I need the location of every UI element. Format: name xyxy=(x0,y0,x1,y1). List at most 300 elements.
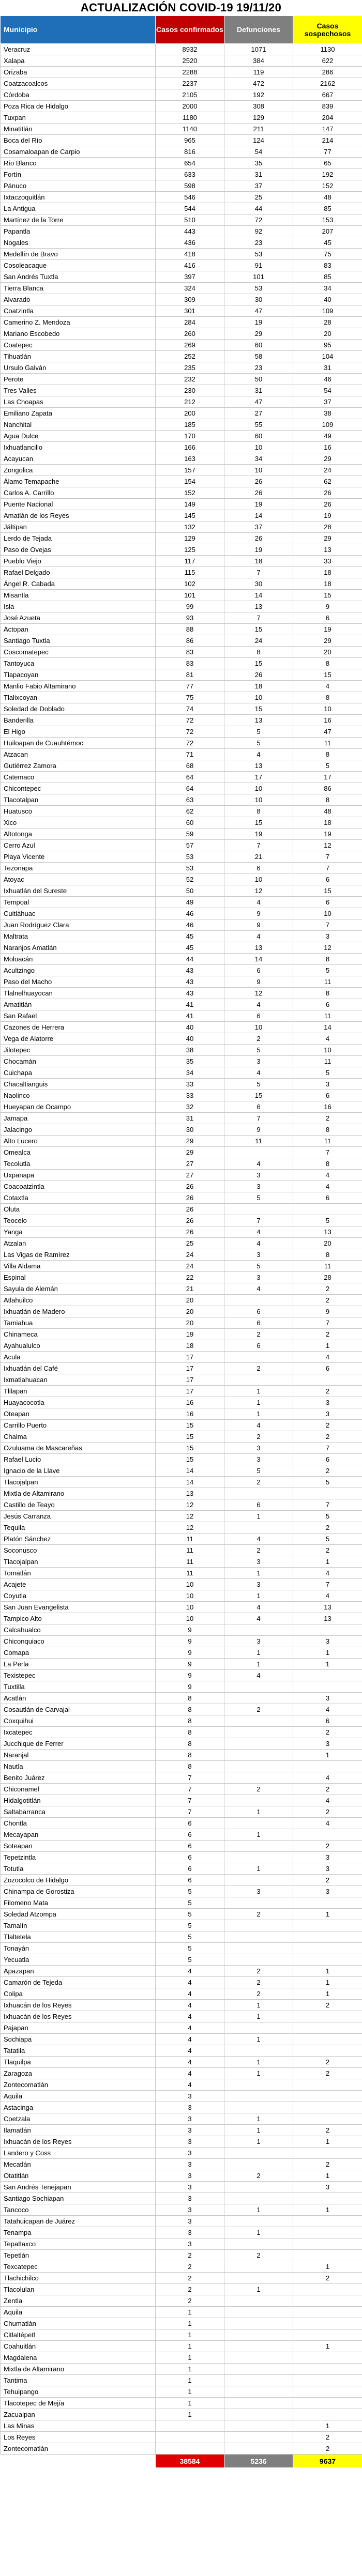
table-row xyxy=(1,1226,362,1238)
municipio-cell: Tres Valles xyxy=(1,385,156,396)
defunciones-cell: 119 xyxy=(224,67,293,78)
table-row xyxy=(1,396,362,408)
sospechosos-cell: 2 xyxy=(293,2432,362,2443)
sospechosos-cell: 4 xyxy=(293,1704,362,1715)
confirmados-cell: 9 xyxy=(156,1681,224,1693)
sospechosos-cell: 4 xyxy=(293,1181,362,1192)
municipio-cell: Oteapan xyxy=(1,1408,156,1420)
table-row xyxy=(1,1158,362,1170)
confirmados-cell: 8 xyxy=(156,1727,224,1738)
municipio-cell: Acultzingo xyxy=(1,965,156,976)
defunciones-cell: 10 xyxy=(224,465,293,476)
table-row xyxy=(1,305,362,317)
table-row xyxy=(1,897,362,908)
table-row xyxy=(1,2113,362,2125)
municipio-cell: Nogales xyxy=(1,237,156,249)
municipio-cell: Isla xyxy=(1,601,156,612)
sospechosos-cell: 31 xyxy=(293,362,362,374)
sospechosos-cell: 7 xyxy=(293,863,362,874)
sospechosos-cell: 13 xyxy=(293,1613,362,1624)
defunciones-cell: 8 xyxy=(224,647,293,658)
table-row xyxy=(1,1454,362,1465)
defunciones-cell: 19 xyxy=(224,544,293,556)
table-row xyxy=(1,2182,362,2193)
confirmados-cell: 52 xyxy=(156,874,224,885)
defunciones-cell xyxy=(224,1738,293,1750)
table-row xyxy=(1,1590,362,1602)
defunciones-cell xyxy=(224,2193,293,2204)
confirmados-cell: 30 xyxy=(156,1124,224,1136)
sospechosos-cell: 83 xyxy=(293,260,362,271)
confirmados-cell: 71 xyxy=(156,749,224,760)
confirmados-cell: 252 xyxy=(156,351,224,362)
municipio-cell: Pánuco xyxy=(1,180,156,192)
sospechosos-cell xyxy=(293,2375,362,2386)
defunciones-cell xyxy=(224,2102,293,2113)
sospechosos-cell: 18 xyxy=(293,567,362,578)
sospechosos-cell: 16 xyxy=(293,1101,362,1113)
sospechosos-cell xyxy=(293,1761,362,1772)
table-row xyxy=(1,1431,362,1443)
table-row xyxy=(1,1897,362,1909)
municipio-cell: Hueyapan de Ocampo xyxy=(1,1101,156,1113)
defunciones-cell xyxy=(224,1795,293,1806)
table-row xyxy=(1,1477,362,1488)
sospechosos-cell: 109 xyxy=(293,419,362,431)
table-row xyxy=(1,1204,362,1215)
municipio-cell: Poza Rica de Hidalgo xyxy=(1,101,156,112)
confirmados-cell: 965 xyxy=(156,135,224,146)
table-row xyxy=(1,1761,362,1772)
confirmados-cell: 115 xyxy=(156,567,224,578)
defunciones-cell: 1 xyxy=(224,2125,293,2136)
defunciones-cell: 9 xyxy=(224,908,293,919)
table-row xyxy=(1,44,362,55)
sospechosos-cell xyxy=(293,1681,362,1693)
sospechosos-cell: 2 xyxy=(293,2000,362,2011)
defunciones-cell: 37 xyxy=(224,522,293,533)
sospechosos-cell xyxy=(293,2352,362,2364)
confirmados-cell: 185 xyxy=(156,419,224,431)
defunciones-cell xyxy=(224,2091,293,2102)
confirmados-cell: 1 xyxy=(156,2364,224,2375)
sospechosos-cell: 214 xyxy=(293,135,362,146)
defunciones-cell: 3 xyxy=(224,1272,293,1283)
defunciones-cell: 58 xyxy=(224,351,293,362)
municipio-cell: Cazones de Herrera xyxy=(1,1022,156,1033)
confirmados-cell: 8 xyxy=(156,1704,224,1715)
defunciones-cell: 4 xyxy=(224,1067,293,1079)
table-row xyxy=(1,1317,362,1329)
municipio-cell: Coxquihui xyxy=(1,1715,156,1727)
table-row xyxy=(1,2125,362,2136)
confirmados-cell: 5 xyxy=(156,1943,224,1954)
defunciones-cell: 3 xyxy=(224,1636,293,1647)
confirmados-cell: 12 xyxy=(156,1522,224,1534)
municipio-cell: Martínez de la Torre xyxy=(1,214,156,226)
defunciones-cell: 18 xyxy=(224,556,293,567)
confirmados-cell: 44 xyxy=(156,954,224,965)
defunciones-cell: 2 xyxy=(224,1966,293,1977)
table-row xyxy=(1,2000,362,2011)
defunciones-cell xyxy=(224,1727,293,1738)
confirmados-cell: 27 xyxy=(156,1158,224,1170)
confirmados-cell: 29 xyxy=(156,1147,224,1158)
table-row xyxy=(1,658,362,669)
table-row xyxy=(1,2341,362,2352)
column-header-defunciones: Defunciones xyxy=(224,16,293,44)
confirmados-cell: 324 xyxy=(156,283,224,294)
municipio-cell: Tenampa xyxy=(1,2227,156,2238)
defunciones-cell: 26 xyxy=(224,476,293,487)
defunciones-cell xyxy=(224,2318,293,2329)
sospechosos-cell: 28 xyxy=(293,317,362,328)
sospechosos-cell xyxy=(293,2398,362,2409)
sospechosos-cell: 2 xyxy=(293,1283,362,1295)
table-row xyxy=(1,1488,362,1499)
confirmados-cell: 3 xyxy=(156,2102,224,2113)
sospechosos-cell xyxy=(293,2148,362,2159)
confirmados-cell xyxy=(156,2432,224,2443)
defunciones-cell: 101 xyxy=(224,271,293,283)
confirmados-cell: 45 xyxy=(156,931,224,942)
sospechosos-cell: 153 xyxy=(293,214,362,226)
confirmados-cell: 4 xyxy=(156,2057,224,2068)
sospechosos-cell xyxy=(293,1943,362,1954)
table-row xyxy=(1,169,362,180)
sospechosos-cell xyxy=(293,1624,362,1636)
sospechosos-cell: 29 xyxy=(293,635,362,647)
municipio-cell: Manlio Fabio Altamirano xyxy=(1,681,156,692)
table-row xyxy=(1,362,362,374)
municipio-cell: Córdoba xyxy=(1,89,156,101)
confirmados-cell: 43 xyxy=(156,988,224,999)
confirmados-cell: 33 xyxy=(156,1090,224,1101)
defunciones-cell xyxy=(224,1943,293,1954)
municipio-cell: Zentla xyxy=(1,2295,156,2307)
confirmados-cell: 436 xyxy=(156,237,224,249)
municipio-cell: Ixhuatlán del Café xyxy=(1,1363,156,1374)
table-row xyxy=(1,340,362,351)
sospechosos-cell: 4 xyxy=(293,1818,362,1829)
municipio-cell: Acajete xyxy=(1,1579,156,1590)
table-row xyxy=(1,1511,362,1522)
defunciones-cell xyxy=(224,2341,293,2352)
municipio-cell: Ixhuatlán del Sureste xyxy=(1,885,156,897)
confirmados-cell: 4 xyxy=(156,2000,224,2011)
sospechosos-cell xyxy=(293,2386,362,2398)
sospechosos-cell: 622 xyxy=(293,55,362,67)
defunciones-cell xyxy=(224,2045,293,2057)
sospechosos-cell xyxy=(293,2011,362,2022)
confirmados-cell: 3 xyxy=(156,2170,224,2182)
defunciones-cell: 23 xyxy=(224,362,293,374)
confirmados-cell: 3 xyxy=(156,2216,224,2227)
confirmados-cell: 31 xyxy=(156,1113,224,1124)
sospechosos-cell: 7 xyxy=(293,1147,362,1158)
defunciones-cell: 1 xyxy=(224,1806,293,1818)
municipio-cell: Totutla xyxy=(1,1863,156,1875)
confirmados-cell: 4 xyxy=(156,1988,224,2000)
table-row xyxy=(1,499,362,510)
confirmados-cell: 1 xyxy=(156,2341,224,2352)
confirmados-cell: 7 xyxy=(156,1772,224,1784)
confirmados-cell: 4 xyxy=(156,1966,224,1977)
sospechosos-cell: 8 xyxy=(293,794,362,806)
defunciones-cell: 5 xyxy=(224,726,293,738)
defunciones-cell xyxy=(224,2443,293,2455)
table-row xyxy=(1,2204,362,2216)
sospechosos-cell: 2 xyxy=(293,2159,362,2170)
table-row xyxy=(1,749,362,760)
defunciones-cell: 9 xyxy=(224,976,293,988)
table-row xyxy=(1,601,362,612)
confirmados-cell: 4 xyxy=(156,2034,224,2045)
defunciones-cell: 4 xyxy=(224,999,293,1010)
sospechosos-cell: 40 xyxy=(293,294,362,305)
defunciones-cell: 6 xyxy=(224,1499,293,1511)
sospechosos-cell: 2 xyxy=(293,2443,362,2455)
confirmados-cell: 3 xyxy=(156,2159,224,2170)
table-row xyxy=(1,2068,362,2079)
sospechosos-cell: 6 xyxy=(293,1715,362,1727)
municipio-cell: Banderilla xyxy=(1,715,156,726)
report-title: ACTUALIZACIÓN COVID-19 19/11/20 xyxy=(80,1,282,14)
defunciones-cell xyxy=(224,1295,293,1306)
sospechosos-cell xyxy=(293,2307,362,2318)
sospechosos-cell: 1 xyxy=(293,1556,362,1568)
defunciones-cell: 27 xyxy=(224,408,293,419)
table-row xyxy=(1,2216,362,2227)
municipio-cell: Ixhuacán de los Reyes xyxy=(1,2136,156,2148)
municipio-cell: Yanga xyxy=(1,1226,156,1238)
sospechosos-cell: 7 xyxy=(293,1317,362,1329)
defunciones-cell xyxy=(224,1875,293,1886)
table-row xyxy=(1,1249,362,1261)
municipio-cell: Tihuatlán xyxy=(1,351,156,362)
confirmados-cell: 16 xyxy=(156,1397,224,1408)
municipio-cell: Ixhuacán de los Reyes xyxy=(1,2000,156,2011)
confirmados-cell: 2 xyxy=(156,2273,224,2284)
sospechosos-cell: 1 xyxy=(293,2170,362,2182)
defunciones-cell: 17 xyxy=(224,772,293,783)
municipio-cell: Platón Sánchez xyxy=(1,1534,156,1545)
municipio-cell: Gutiérrez Zamora xyxy=(1,760,156,772)
confirmados-cell: 4 xyxy=(156,2079,224,2091)
confirmados-cell: 24 xyxy=(156,1249,224,1261)
municipio-cell: Texcatepec xyxy=(1,2261,156,2273)
sospechosos-cell: 15 xyxy=(293,669,362,681)
confirmados-cell: 5 xyxy=(156,1909,224,1920)
sospechosos-cell: 6 xyxy=(293,874,362,885)
municipio-cell: Mariano Escobedo xyxy=(1,328,156,340)
table-row xyxy=(1,954,362,965)
confirmados-cell: 81 xyxy=(156,669,224,681)
table-row xyxy=(1,2318,362,2329)
table-row xyxy=(1,669,362,681)
municipio-cell: Juan Rodríguez Clara xyxy=(1,919,156,931)
table-row xyxy=(1,1420,362,1431)
confirmados-cell: 8 xyxy=(156,1738,224,1750)
defunciones-cell xyxy=(224,2329,293,2341)
municipio-cell: Perote xyxy=(1,374,156,385)
table-row xyxy=(1,1704,362,1715)
confirmados-cell: 4 xyxy=(156,2068,224,2079)
table-row xyxy=(1,851,362,863)
sospechosos-cell: 1 xyxy=(293,2261,362,2273)
total-sospechosos: 9637 xyxy=(293,2455,362,2468)
defunciones-cell: 4 xyxy=(224,1226,293,1238)
sospechosos-cell: 85 xyxy=(293,271,362,283)
table-row xyxy=(1,101,362,112)
defunciones-cell xyxy=(224,2420,293,2432)
sospechosos-cell: 2 xyxy=(293,1386,362,1397)
defunciones-cell xyxy=(224,1715,293,1727)
table-row xyxy=(1,1886,362,1897)
sospechosos-cell: 4 xyxy=(293,1352,362,1363)
defunciones-cell: 7 xyxy=(224,1113,293,1124)
confirmados-cell: 2000 xyxy=(156,101,224,112)
sospechosos-cell: 17 xyxy=(293,772,362,783)
table-row xyxy=(1,874,362,885)
sospechosos-cell xyxy=(293,2329,362,2341)
table-row xyxy=(1,806,362,817)
municipio-cell: Otatitlán xyxy=(1,2170,156,2182)
municipio-cell: Cuitláhuac xyxy=(1,908,156,919)
municipio-cell: Paso del Macho xyxy=(1,976,156,988)
sospechosos-cell: 19 xyxy=(293,510,362,522)
defunciones-cell: 3 xyxy=(224,1056,293,1067)
municipio-cell: Zacualpan xyxy=(1,2409,156,2420)
confirmados-cell: 5 xyxy=(156,1954,224,1966)
sospechosos-cell: 47 xyxy=(293,726,362,738)
sospechosos-cell xyxy=(293,1931,362,1943)
table-row xyxy=(1,146,362,158)
confirmados-cell: 129 xyxy=(156,533,224,544)
defunciones-cell: 1071 xyxy=(224,44,293,55)
sospechosos-cell: 2 xyxy=(293,1420,362,1431)
table-row xyxy=(1,1295,362,1306)
sospechosos-cell: 6 xyxy=(293,1454,362,1465)
table-row xyxy=(1,271,362,283)
sospechosos-cell: 1 xyxy=(293,1340,362,1352)
defunciones-cell: 23 xyxy=(224,237,293,249)
defunciones-cell: 3 xyxy=(224,1170,293,1181)
sospechosos-cell: 26 xyxy=(293,487,362,499)
table-row xyxy=(1,1443,362,1454)
defunciones-cell: 25 xyxy=(224,192,293,203)
defunciones-cell: 37 xyxy=(224,180,293,192)
confirmados-cell: 9 xyxy=(156,1647,224,1659)
defunciones-cell: 2 xyxy=(224,1977,293,1988)
municipio-cell: Zozocolco de Hidalgo xyxy=(1,1875,156,1886)
confirmados-cell: 68 xyxy=(156,760,224,772)
confirmados-cell: 12 xyxy=(156,1511,224,1522)
table-row xyxy=(1,590,362,601)
table-row xyxy=(1,2170,362,2182)
sospechosos-cell: 15 xyxy=(293,885,362,897)
defunciones-cell xyxy=(224,1522,293,1534)
municipio-cell: Coatzintla xyxy=(1,305,156,317)
defunciones-cell xyxy=(224,1624,293,1636)
defunciones-cell: 2 xyxy=(224,1784,293,1795)
sospechosos-cell: 1 xyxy=(293,2136,362,2148)
municipio-cell: Ixcatepec xyxy=(1,1727,156,1738)
table-row xyxy=(1,1033,362,1045)
table-row xyxy=(1,1374,362,1386)
table-row xyxy=(1,817,362,829)
sospechosos-cell: 12 xyxy=(293,942,362,954)
table-row xyxy=(1,192,362,203)
defunciones-cell: 15 xyxy=(224,624,293,635)
defunciones-cell: 1 xyxy=(224,1590,293,1602)
defunciones-cell: 12 xyxy=(224,885,293,897)
sospechosos-cell xyxy=(293,2022,362,2034)
defunciones-cell xyxy=(224,2386,293,2398)
municipio-cell: Tomatlán xyxy=(1,1568,156,1579)
defunciones-cell: 4 xyxy=(224,1534,293,1545)
municipio-cell: Chinameca xyxy=(1,1329,156,1340)
column-header-municipio: Municipio xyxy=(1,16,156,44)
table-row xyxy=(1,1670,362,1681)
sospechosos-cell xyxy=(293,2250,362,2261)
defunciones-cell: 24 xyxy=(224,635,293,647)
defunciones-cell: 3 xyxy=(224,1886,293,1897)
sospechosos-cell: 1 xyxy=(293,1659,362,1670)
table-row xyxy=(1,863,362,874)
totals-section xyxy=(1,2455,362,2468)
sospechosos-cell: 2 xyxy=(293,1727,362,1738)
municipio-cell: Boca del Río xyxy=(1,135,156,146)
confirmados-cell: 117 xyxy=(156,556,224,567)
defunciones-cell xyxy=(224,1693,293,1704)
confirmados-cell: 86 xyxy=(156,635,224,647)
sospechosos-cell: 11 xyxy=(293,1261,362,1272)
confirmados-cell: 41 xyxy=(156,999,224,1010)
municipio-cell: Huiloapan de Cuauhtémoc xyxy=(1,738,156,749)
municipio-cell: Soledad de Doblado xyxy=(1,703,156,715)
sospechosos-cell: 104 xyxy=(293,351,362,362)
sospechosos-cell xyxy=(293,1488,362,1499)
confirmados-cell: 170 xyxy=(156,431,224,442)
confirmados-cell: 397 xyxy=(156,271,224,283)
table-row xyxy=(1,1636,362,1647)
municipio-cell: Chocamán xyxy=(1,1056,156,1067)
municipio-cell: Alvarado xyxy=(1,294,156,305)
confirmados-cell: 77 xyxy=(156,681,224,692)
table-row xyxy=(1,772,362,783)
municipio-cell: Rafael Lucio xyxy=(1,1454,156,1465)
sospechosos-cell: 85 xyxy=(293,203,362,214)
municipio-cell: Catemaco xyxy=(1,772,156,783)
confirmados-cell: 14 xyxy=(156,1477,224,1488)
sospechosos-cell: 12 xyxy=(293,840,362,851)
sospechosos-cell: 1 xyxy=(293,2341,362,2352)
municipio-cell: Chontla xyxy=(1,1818,156,1829)
sospechosos-cell: 2 xyxy=(293,2125,362,2136)
defunciones-cell: 5 xyxy=(224,1261,293,1272)
table-row xyxy=(1,919,362,931)
confirmados-cell: 1 xyxy=(156,2329,224,2341)
total-confirmados: 38584 xyxy=(156,2455,224,2468)
confirmados-cell: 7 xyxy=(156,1784,224,1795)
municipio-cell: El Higo xyxy=(1,726,156,738)
municipio-cell: Tantoyuca xyxy=(1,658,156,669)
municipio-cell: Ignacio de la Llave xyxy=(1,1465,156,1477)
municipio-cell: Coetzala xyxy=(1,2113,156,2125)
municipio-cell: Ursulo Galván xyxy=(1,362,156,374)
municipio-cell: Cerro Azul xyxy=(1,840,156,851)
